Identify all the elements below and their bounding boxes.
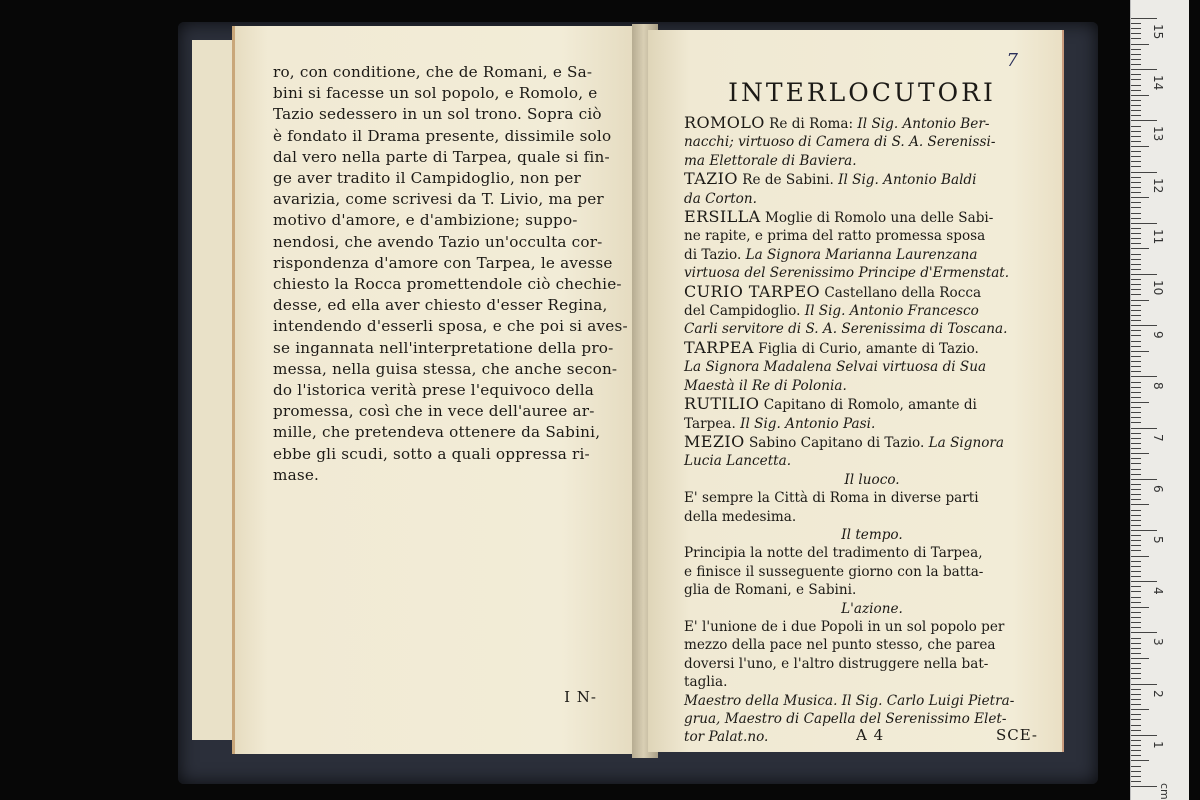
signature-mark: A 4 <box>856 726 885 744</box>
text-line-content: E' l'unione de i due Popoli in un sol popolo per <box>684 618 1005 635</box>
ruler-tick <box>1131 535 1141 536</box>
ruler-tick <box>1131 422 1141 423</box>
ruler-tick <box>1131 704 1141 705</box>
section-title: Il luoco. <box>844 471 900 488</box>
text-line <box>684 208 1060 227</box>
ruler-tick <box>1131 259 1141 260</box>
ruler-tick <box>1131 638 1141 639</box>
ruler-tick <box>1131 182 1141 183</box>
ruler-tick <box>1131 581 1157 582</box>
text-line <box>684 227 1060 245</box>
role-description: Figlia di Curio, amante di Tazio. <box>753 340 979 357</box>
maestro-credit: grua, Maestro di Capella del Serenissimo Elet- <box>684 711 1007 727</box>
text-line: intendendo d'esserli sposa, e che poi si aves- <box>273 317 628 336</box>
ruler-number: 5 <box>1151 536 1165 544</box>
ruler-tick <box>1131 417 1141 418</box>
performer-credit: La Signora Madalena Selvai virtuosa di Sua <box>684 359 987 376</box>
ruler-tick <box>1131 95 1149 96</box>
role-description: di Tazio. <box>684 246 746 263</box>
text-line: chiesto la Rocca promettendole ciò chechie- <box>273 275 622 294</box>
ruler-tick <box>1131 725 1141 726</box>
ruler-tick <box>1131 310 1141 311</box>
text-line: motivo d'amore, e d'ambizione; suppo- <box>273 211 578 230</box>
text-line <box>684 133 1060 151</box>
ruler-tick <box>1131 428 1157 429</box>
text-line <box>684 415 1060 433</box>
ruler-number: 8 <box>1151 382 1165 391</box>
ruler-tick <box>1131 361 1141 362</box>
ruler-tick <box>1131 233 1141 234</box>
text-line: ro, con conditione, che de Romani, e Sa- <box>273 63 593 81</box>
ruler-tick <box>1131 300 1149 301</box>
ruler-tick <box>1131 387 1141 388</box>
ruler-tick <box>1131 571 1141 572</box>
ruler-number: 3 <box>1151 638 1165 647</box>
ruler-tick <box>1131 110 1141 111</box>
ruler-number: 12 <box>1151 177 1165 193</box>
measuring-ruler <box>1130 0 1189 800</box>
ruler-tick <box>1131 632 1157 633</box>
right-page <box>648 30 1064 752</box>
ruler-tick <box>1131 141 1141 142</box>
ruler-tick <box>1131 776 1141 777</box>
ruler-tick <box>1131 658 1149 659</box>
ruler-tick <box>1131 397 1141 398</box>
ruler-tick <box>1131 709 1149 710</box>
ruler-tick <box>1131 341 1141 342</box>
text-line: promessa, così che in vece dell'auree ar- <box>273 402 595 421</box>
ruler-number: 15 <box>1151 24 1165 40</box>
ruler-tick <box>1131 530 1157 531</box>
ruler-tick <box>1131 699 1141 700</box>
ruler-tick <box>1131 166 1141 167</box>
ruler-tick <box>1131 643 1141 644</box>
ruler-tick <box>1131 771 1141 772</box>
maestro-credit: Maestro della Musica. Il Sig. Carlo Luigi Pietra- <box>684 692 1015 709</box>
text-line <box>684 692 1060 710</box>
text-line: se ingannata nell'interpretatione della pro- <box>273 338 614 357</box>
ruler-tick <box>1131 474 1141 475</box>
ruler-tick <box>1131 576 1141 577</box>
character-name: ROMOLO <box>684 113 765 132</box>
character-name: CURIO TARPEO <box>684 281 821 301</box>
text-line <box>684 377 1060 395</box>
ruler-number: 4 <box>1151 587 1165 595</box>
ruler-tick <box>1131 177 1141 178</box>
role-description: Sabino Capitano di Tazio. <box>744 434 929 451</box>
text-line <box>684 320 1060 338</box>
text-line: desse, ed ella aver chiesto d'esser Regina, <box>273 296 608 315</box>
ruler-tick <box>1131 382 1141 383</box>
ruler-tick <box>1131 284 1141 285</box>
ruler-tick <box>1131 254 1141 255</box>
folio-number: 7 <box>1006 50 1018 71</box>
ruler-tick <box>1131 453 1149 454</box>
text-line-content: doversi l'uno, e l'altro distruggere nella bat- <box>684 655 989 672</box>
ruler-tick <box>1131 438 1141 439</box>
ruler-tick <box>1131 540 1141 541</box>
ruler-tick <box>1131 115 1141 116</box>
ruler-tick <box>1131 151 1141 152</box>
ruler-number: 6 <box>1151 484 1165 493</box>
ruler-tick <box>1131 740 1141 741</box>
ruler-tick <box>1131 197 1149 198</box>
text-line-content: taglia. <box>684 674 728 691</box>
text-line <box>684 618 1060 636</box>
text-line-content: della medesima. <box>684 508 797 525</box>
text-line <box>684 673 1060 691</box>
text-line <box>684 395 1060 414</box>
text-line <box>684 152 1060 170</box>
ruler-tick <box>1131 607 1149 608</box>
ruler-tick <box>1131 504 1149 505</box>
text-line <box>684 358 1060 376</box>
ruler-tick <box>1131 28 1141 29</box>
ruler-tick <box>1131 392 1141 393</box>
ruler-tick <box>1131 684 1157 685</box>
text-line <box>684 114 1060 133</box>
ruler-tick <box>1131 69 1157 70</box>
ruler-tick <box>1131 597 1141 598</box>
ruler-tick <box>1131 376 1157 377</box>
ruler-tick <box>1131 714 1141 715</box>
ruler-tick <box>1131 755 1141 756</box>
ruler-tick <box>1131 33 1141 34</box>
ruler-number: 14 <box>1151 75 1165 91</box>
ruler-tick <box>1131 90 1141 91</box>
text-line: messa, nella guisa stessa, che anche secon- <box>273 359 618 378</box>
ruler-tick <box>1131 38 1141 39</box>
ruler-tick <box>1131 330 1141 331</box>
ruler-tick <box>1131 556 1149 557</box>
text-line: mille, che pretendeva ottenere da Sabini, <box>273 423 601 442</box>
ruler-tick <box>1131 745 1141 746</box>
ruler-tick <box>1131 489 1141 490</box>
text-line-content: E' sempre la Città di Roma in diverse parti <box>684 490 979 507</box>
text-line: mase. <box>273 465 320 484</box>
role-description: Moglie di Romolo una delle Sabi- <box>760 210 994 227</box>
ruler-tick <box>1131 550 1141 551</box>
performer-credit: nacchi; virtuoso di Camera di S. A. Serenissi- <box>684 134 996 151</box>
text-line: dal vero nella parte di Tarpea, quale si fin- <box>273 147 610 166</box>
ruler-tick <box>1131 289 1141 290</box>
role-description: Castellano della Rocca <box>820 284 982 301</box>
ruler-number: 2 <box>1151 689 1165 698</box>
ruler-tick <box>1131 264 1141 265</box>
ruler-tick <box>1131 520 1141 521</box>
performer-credit: Il Sig. Antonio Ber- <box>857 116 990 132</box>
text-line-content: e finisce il susseguente giorno con la batta- <box>684 563 984 580</box>
performer-credit: Lucia Lancetta. <box>684 453 792 470</box>
text-line <box>684 508 1060 526</box>
ruler-tick <box>1131 366 1141 367</box>
ruler-tick <box>1131 515 1141 516</box>
ruler-tick <box>1131 673 1141 674</box>
ruler-tick <box>1131 407 1141 408</box>
text-line: bini si facesse un sol popolo, e Romolo, e <box>273 84 598 103</box>
ruler-tick <box>1131 238 1141 239</box>
ruler-tick <box>1131 499 1141 500</box>
ruler-tick <box>1131 612 1141 613</box>
ruler-tick <box>1131 786 1157 787</box>
ruler-tick <box>1131 781 1141 782</box>
text-line <box>684 600 1060 618</box>
ruler-tick <box>1131 627 1141 628</box>
ruler-tick <box>1131 248 1149 249</box>
text-line <box>684 581 1060 599</box>
ruler-number: 10 <box>1151 280 1165 296</box>
ruler-tick <box>1131 79 1141 80</box>
ruler-tick <box>1131 126 1141 127</box>
ruler-tick <box>1131 131 1141 132</box>
performer-credit: La Signora <box>928 434 1004 451</box>
ruler-tick <box>1131 243 1141 244</box>
ruler-tick <box>1131 617 1141 618</box>
role-description: Re di Roma: <box>764 116 858 132</box>
text-line <box>684 283 1060 302</box>
text-line <box>684 526 1060 544</box>
ruler-tick <box>1131 64 1141 65</box>
ruler-tick <box>1131 484 1141 485</box>
text-line: nendosi, che avendo Tazio un'occulta cor- <box>273 232 603 251</box>
text-line: Tazio sedessero in un sol trono. Sopra ciò <box>273 105 602 124</box>
ruler-tick <box>1131 74 1141 75</box>
ruler-tick <box>1131 653 1141 654</box>
ruler-tick <box>1131 545 1141 546</box>
text-line-content: Principia la notte del tradimento di Tarpea, <box>684 545 983 562</box>
ruler-unit: cm <box>1158 783 1171 800</box>
ruler-tick <box>1131 136 1141 137</box>
performer-credit: Carli servitore di S. A. Serenissima di Toscana. <box>684 321 1008 338</box>
performer-credit: da Corton. <box>684 190 757 207</box>
text-line <box>684 655 1060 673</box>
ruler-tick <box>1131 730 1141 731</box>
text-line <box>684 452 1060 470</box>
text-line: do l'istorica verità prese l'equivoco della <box>273 381 595 400</box>
ruler-tick <box>1131 218 1141 219</box>
ruler-tick <box>1131 274 1157 275</box>
role-description: del Campidoglio. <box>684 303 805 320</box>
performer-credit: Il Sig. Antonio Francesco <box>804 303 979 320</box>
ruler-tick <box>1131 156 1141 157</box>
ruler-tick <box>1131 223 1157 224</box>
character-name: MEZIO <box>684 431 745 451</box>
ruler-tick <box>1131 213 1141 214</box>
ruler-tick <box>1131 335 1141 336</box>
text-line <box>684 433 1060 452</box>
ruler-tick <box>1131 479 1157 480</box>
text-line <box>684 246 1060 264</box>
performer-credit: Maestà il Re di Polonia. <box>684 377 847 394</box>
ruler-tick <box>1131 294 1141 295</box>
text-line <box>684 471 1060 489</box>
ruler-tick <box>1131 18 1157 19</box>
ruler-tick <box>1131 59 1141 60</box>
ruler-tick <box>1131 228 1141 229</box>
ruler-tick <box>1131 105 1141 106</box>
ruler-number: 7 <box>1151 433 1165 442</box>
performer-credit: ma Elettorale di Baviera. <box>684 152 857 169</box>
role-description: ne rapite, e prima del ratto promessa sposa <box>684 228 986 245</box>
ruler-tick <box>1131 207 1141 208</box>
section-title: L'azione. <box>841 600 903 617</box>
ruler-tick <box>1131 146 1149 147</box>
left-page <box>232 26 643 754</box>
performer-credit: Il Sig. Antonio Pasi. <box>740 415 876 432</box>
ruler-tick <box>1131 85 1141 86</box>
ruler-tick <box>1131 49 1141 50</box>
ruler-tick <box>1131 760 1149 761</box>
ruler-tick <box>1131 351 1149 352</box>
ruler-tick <box>1131 494 1141 495</box>
right-catchword: SCE- <box>995 726 1038 744</box>
ruler-tick <box>1131 668 1141 669</box>
text-line: ebbe gli scudi, sotto a quali oppressa ri- <box>273 444 590 463</box>
text-line: avarizia, come scrivesi da T. Livio, ma per <box>273 190 604 209</box>
text-line <box>684 544 1060 562</box>
ruler-tick <box>1131 23 1141 24</box>
character-name: ERSILLA <box>684 207 761 227</box>
text-line <box>684 563 1060 581</box>
ruler-tick <box>1131 663 1141 664</box>
ruler-tick <box>1131 510 1141 511</box>
ruler-tick <box>1131 719 1141 720</box>
text-line <box>684 339 1060 358</box>
ruler-tick <box>1131 602 1141 603</box>
performer-credit: virtuosa del Serenissimo Principe d'Ermenstat. <box>684 265 1010 282</box>
text-line: rispondenza d'amore con Tarpea, le avesse <box>273 253 613 272</box>
ruler-tick <box>1131 120 1157 121</box>
ruler-tick <box>1131 279 1141 280</box>
ruler-tick <box>1131 161 1141 162</box>
ruler-tick <box>1131 766 1141 767</box>
text-line: ge aver tradito il Campidoglio, non per <box>273 169 581 188</box>
text-line <box>684 190 1060 208</box>
ruler-tick <box>1131 689 1141 690</box>
ruler-tick <box>1131 412 1141 413</box>
ruler-tick <box>1131 315 1141 316</box>
ruler-number: 13 <box>1151 126 1165 142</box>
ruler-tick <box>1131 694 1141 695</box>
role-description: Re de Sabini. <box>737 172 839 189</box>
text-line <box>684 302 1060 320</box>
ruler-tick <box>1131 192 1141 193</box>
ruler-tick <box>1131 269 1141 270</box>
ruler-tick <box>1131 320 1141 321</box>
ruler-tick <box>1131 463 1141 464</box>
character-name: RUTILIO <box>684 394 760 414</box>
ruler-tick <box>1131 100 1141 101</box>
ruler-tick <box>1131 566 1141 567</box>
performer-credit: Il Sig. Antonio Baldi <box>838 172 977 189</box>
text-line <box>684 636 1060 654</box>
role-description: Capitano di Romolo, amante di <box>759 397 977 414</box>
left-page-text <box>273 62 633 486</box>
text-line <box>684 170 1060 189</box>
text-line <box>684 489 1060 507</box>
ruler-tick <box>1131 305 1141 306</box>
ruler-tick <box>1131 346 1141 347</box>
cast-list <box>684 114 1060 747</box>
maestro-credit: tor Palat.no. <box>684 729 769 746</box>
role-description: Tarpea. <box>684 415 741 432</box>
ruler-tick <box>1131 586 1141 587</box>
ruler-tick <box>1131 202 1141 203</box>
ruler-tick <box>1131 44 1149 45</box>
page-heading: INTERLOCUTORI <box>728 78 996 107</box>
character-name: TARPEA <box>684 337 754 357</box>
ruler-tick <box>1131 525 1141 526</box>
ruler-tick <box>1131 54 1141 55</box>
ruler-number: 9 <box>1151 331 1165 339</box>
ruler-tick <box>1131 469 1141 470</box>
left-catchword: I N- <box>564 688 597 706</box>
text-line: è fondato il Drama presente, dissimile solo <box>273 126 612 145</box>
ruler-number: 11 <box>1151 228 1165 245</box>
ruler-tick <box>1131 750 1141 751</box>
ruler-tick <box>1131 371 1141 372</box>
text-line-content: mezzo della pace nel punto stesso, che parea <box>684 637 996 654</box>
ruler-tick <box>1131 443 1141 444</box>
text-line-content: glia de Romani, e Sabini. <box>684 582 857 599</box>
ruler-tick <box>1131 648 1141 649</box>
ruler-tick <box>1131 172 1157 173</box>
ruler-tick <box>1131 458 1141 459</box>
text-line <box>684 264 1060 282</box>
ruler-tick <box>1131 356 1141 357</box>
ruler-tick <box>1131 591 1141 592</box>
ruler-tick <box>1131 187 1141 188</box>
ruler-tick <box>1131 622 1141 623</box>
ruler-number: 1 <box>1151 740 1165 749</box>
ruler-tick <box>1131 433 1141 434</box>
ruler-tick <box>1131 325 1157 326</box>
character-name: TAZIO <box>684 169 738 189</box>
performer-credit: La Signora Marianna Laurenzana <box>745 246 978 263</box>
ruler-tick <box>1131 678 1141 679</box>
ruler-tick <box>1131 402 1149 403</box>
ruler-tick <box>1131 561 1141 562</box>
ruler-tick <box>1131 448 1141 449</box>
section-title: Il tempo. <box>841 526 903 543</box>
ruler-tick <box>1131 735 1157 736</box>
